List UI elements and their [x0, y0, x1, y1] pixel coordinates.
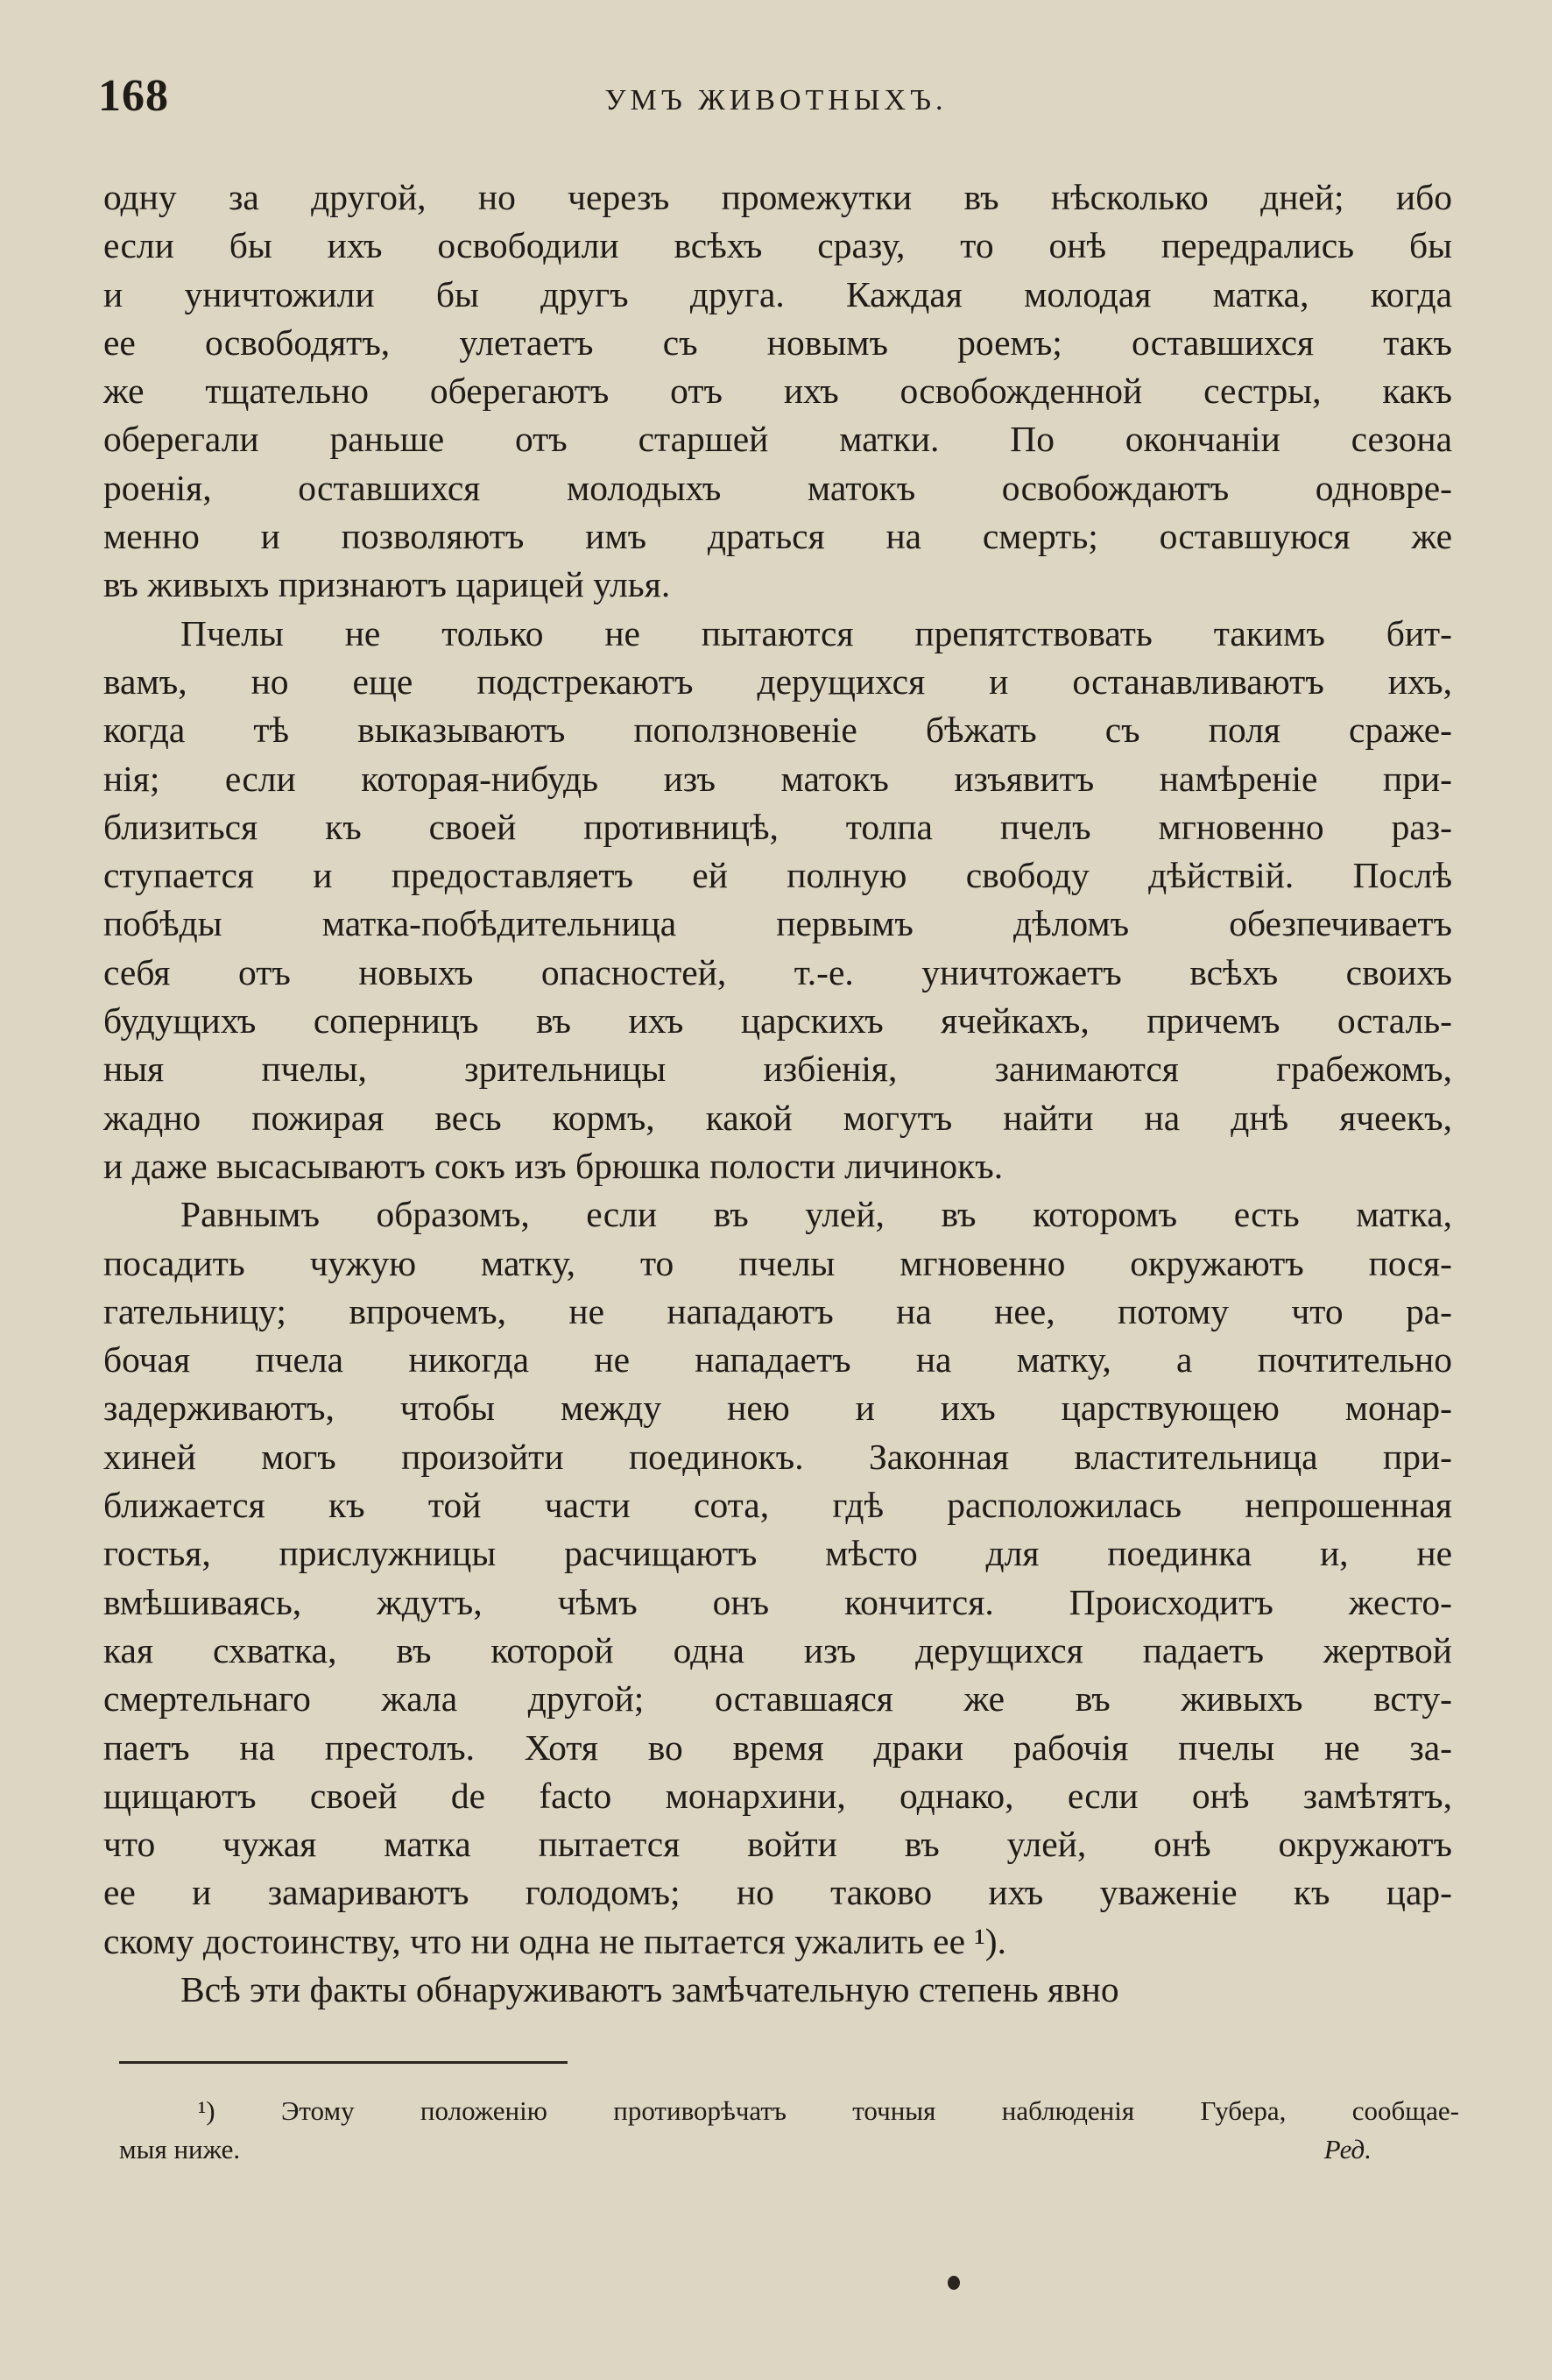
text-line: и даже высасываютъ сокъ изъ брюшка полости личинокъ. — [103, 1145, 1004, 1186]
text-line: если бы ихъ освободили всѣхъ сразу, то онѣ передрались бы — [103, 225, 1452, 266]
text-line: въ живыхъ признаютъ царицей улья. — [103, 564, 671, 605]
text-line: вмѣшиваясь, ждутъ, чѣмъ онъ кончится. Происходитъ жесто- — [103, 1581, 1452, 1622]
text-line: побѣды матка-побѣдительница первымъ дѣломъ обезпечиваетъ — [103, 903, 1452, 944]
text-line: что чужая матка пытается войти въ улей, онѣ окружаютъ — [103, 1824, 1452, 1865]
body-text — [103, 173, 1452, 2014]
text-line: ныя пчелы, зрительницы избіенія, занимаются грабежомъ, — [103, 1049, 1452, 1090]
text-line: гостья, прислужницы расчищаютъ мѣсто для поединка и, не — [103, 1533, 1452, 1574]
running-head: УМЪ ЖИВОТНЫХЪ. — [604, 84, 948, 117]
text-line: щищаютъ своей de facto монархини, однако, если онѣ замѣтятъ, — [103, 1775, 1452, 1816]
text-line: паетъ на престолъ. Хотя во время драки рабочія пчелы не за- — [103, 1727, 1452, 1768]
text-line: задерживаютъ, чтобы между нею и ихъ царствующею монар- — [103, 1388, 1452, 1429]
text-line: Равнымъ образомъ, если въ улей, въ которомъ есть матка, — [180, 1194, 1452, 1235]
text-line: ступается и предоставляетъ ей полную свободу дѣйствій. Послѣ — [103, 855, 1452, 896]
text-line: ее и замариваютъ голодомъ; но таково ихъ уваженіе къ цар- — [103, 1872, 1452, 1913]
text-line: Всѣ эти факты обнаруживаютъ замѣчательную степень явно — [180, 1968, 1119, 2009]
footnote-rule — [119, 2061, 568, 2064]
footnote — [119, 2092, 1459, 2169]
text-line: когда тѣ выказываютъ поползновеніе бѣжать съ поля сраже- — [103, 710, 1452, 751]
text-line: ее освободятъ, улетаетъ съ новымъ роемъ; оставшихся такъ — [103, 321, 1452, 363]
text-line: вамъ, но еще подстрекаютъ дерущихся и останавливаютъ ихъ, — [103, 660, 1452, 702]
text-line: нія; если которая-нибудь изъ матокъ изъявитъ намѣреніе при- — [103, 758, 1452, 799]
text-line: гательницу; впрочемъ, не нападаютъ на нее, потому что ра- — [103, 1290, 1452, 1331]
footnote-line-text: мыя ниже. — [119, 2134, 241, 2165]
text-line: менно и позволяютъ имъ драться на смерть; оставшуюся же — [103, 516, 1452, 557]
text-line: одну за другой, но черезъ промежутки въ нѣсколько дней; ибо — [103, 177, 1452, 217]
text-line: же тщательно оберегаютъ отъ ихъ освобожденной сестры, какъ — [103, 371, 1452, 412]
page-number: 168 — [98, 71, 169, 121]
text-line: себя отъ новыхъ опасностей, т.-е. уничтожаетъ всѣхъ своихъ — [103, 951, 1452, 992]
footnote-line — [119, 2130, 1459, 2169]
text-line: посадить чужую матку, то пчелы мгновенно окружаютъ пося- — [103, 1242, 1452, 1283]
text-line: ближается къ той части сота, гдѣ расположилась непрошенная — [103, 1485, 1452, 1526]
text-line: оберегали раньше отъ старшей матки. По окончаніи сезона — [103, 419, 1452, 460]
text-line: близиться къ своей противницѣ, толпа пчелъ мгновенно раз- — [103, 806, 1452, 847]
text-line: роенія, оставшихся молодыхъ матокъ освобождаютъ одновре- — [103, 467, 1452, 508]
ink-speck — [948, 2276, 960, 2290]
footnote-line: ¹) Этому положенію противорѣчатъ точныя наблюденія Губера, сообщае- — [198, 2095, 1459, 2126]
text-line: бочая пчела никогда не нападаетъ на матку, а почтительно — [103, 1339, 1452, 1381]
text-line: Пчелы не только не пытаются препятствовать такимъ бит- — [180, 612, 1452, 653]
text-line: будущихъ соперницъ въ ихъ царскихъ ячейкахъ, причемъ осталь- — [103, 1000, 1452, 1042]
text-line: смертельнаго жала другой; оставшаяся же въ живыхъ всту- — [103, 1678, 1452, 1720]
text-line: и уничтожили бы другъ друга. Каждая молодая матка, когда — [103, 273, 1452, 314]
footnote-signature: Ред. — [1323, 2134, 1372, 2165]
text-line: кая схватка, въ которой одна изъ дерущихся падаетъ жертвой — [103, 1629, 1452, 1670]
text-line: хиней могъ произойти поединокъ. Законная властительница при- — [103, 1436, 1452, 1477]
text-line: жадно пожирая весь кормъ, какой могутъ найти на днѣ ячеекъ, — [103, 1097, 1452, 1138]
text-line: скому достоинству, что ни одна не пытается ужалить ее ¹). — [103, 1920, 1006, 1961]
